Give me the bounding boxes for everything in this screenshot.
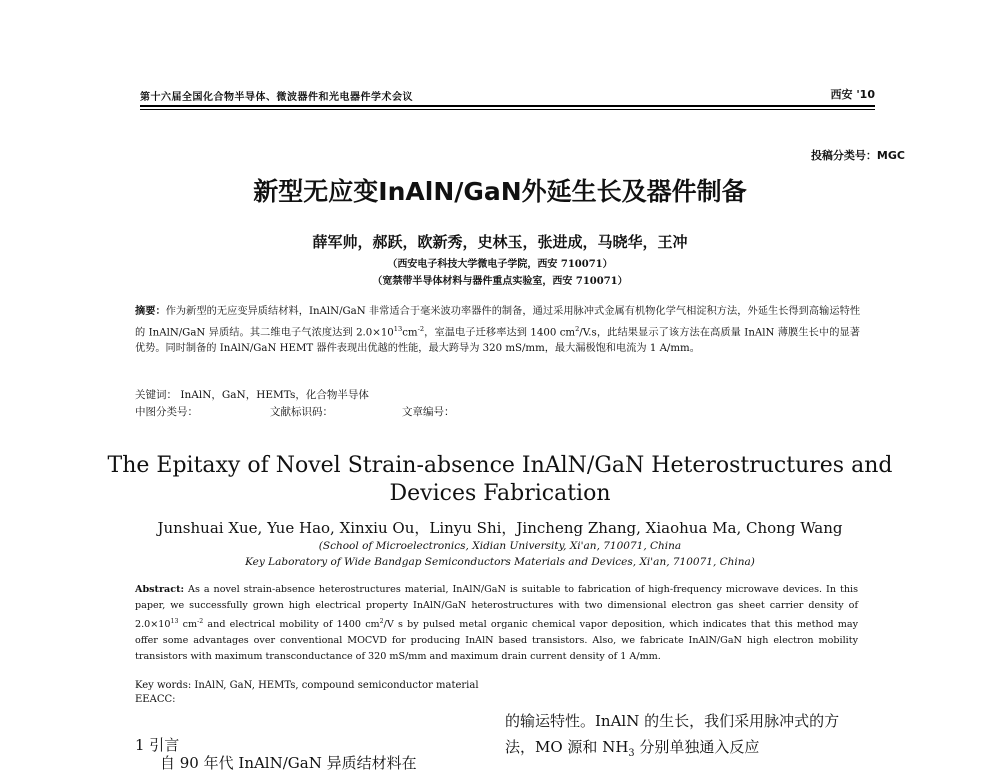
- left-column-text: 自 90 年代 InAlN/GaN 异质结材料在: [160, 754, 417, 772]
- cn-authors: 薛军帅，郝跃，欧新秀，史林玉，张进成，马晓华，王冲: [312, 233, 688, 251]
- en-title: The Epitaxy of Novel Strain-absence InAlN/GaN Heterostructures and Devices Fabrication: [107, 453, 893, 506]
- cn-keywords: 关键词： InAlN，GaN，HEMTs，化合物半导体: [135, 389, 369, 401]
- en-abstract: Abstract: As a novel strain-absence heterostructures material, InAlN/GaN is suitable to fabrication of high-frequency microwave devices. In this paper, we successfully grown high electrical property InAlN/GaN heterostructures with two dimensional electron gas sheet carrier density of $2.0\times 10^{13}$ $cm^{-2}$ and electrical mobility of 1400 $cm^2/V$ s by pulsed metal organic chemical vapor deposition, which indicates that this method may offer some advantages over conventional MOCVD for producing InAlN based transistors. Also, we fabricate InAlN/GaN high electron mobility transistors with maximum transconductance of 320 mS/mm and maximum drain current density of 1 A/mm.: [135, 584, 859, 663]
- en-affiliation-1: (School of Microelectronics, Xidian University, Xi'an, 710071, China: [318, 540, 682, 552]
- en-eeacc: EEACC:: [135, 694, 176, 705]
- submission-classification: 投稿分类号：MGC: [810, 149, 905, 162]
- conference-name: 第十六届全国化合物半导体、微波器件和光电器件学术会议: [140, 92, 413, 103]
- en-affiliation-2: Key Laboratory of Wide Bandgap Semiconductors Materials and Devices, Xi'an, 710071, China): [245, 556, 755, 568]
- cn-title: 新型无应变InAlN/GaN外延生长及器件制备: [253, 177, 747, 206]
- conference-location: 西安 '10: [830, 88, 875, 101]
- cn-abstract: 摘要：作为新型的无应变异质结材料，InAlN/GaN 非常适合于毫米波功率器件的制备，通过采用脉冲式金属有机物化学气相淀积方法，外延生长得到高输运特性的 InAlN/GaN 异质结。其二维电子气浓度达到 $2.0\times 10^{13}cm^{-2}$，室温电子迁移率达到 1400 $cm^2/V.s$，此结果显示了该方法在高质量 InAlN 薄膜生长中的显著优势。同时制备的 InAlN/GaN HEMT 器件表现出优越的性能，最大跨导为 320 mS/mm，最大漏极饱和电流为 1 A/mm。: [135, 305, 861, 355]
- cn-abstract-label: 摘要：: [135, 305, 166, 317]
- cn-affiliation-1: （西安电子科技大学微电子学院，西安 710071）: [387, 259, 613, 270]
- header-rule-thin: [140, 109, 875, 110]
- cn-doc-code-label: 文献标识码：: [270, 406, 333, 418]
- en-keywords: Key words: InAlN, GaN, HEMTs, compound semiconductor material: [135, 680, 479, 691]
- running-header: [140, 88, 875, 106]
- en-authors: Junshuai Xue, Yue Hao, Xinxiu Ou，Linyu Shi，Jincheng Zhang, Xiaohua Ma, Chong Wang: [157, 519, 843, 537]
- right-column-text: 的输运特性。InAlN 的生长，我们采用脉冲式的方法，MO 源和 $NH_3$ 分别单独通入反应: [505, 712, 840, 759]
- header-rule: [140, 105, 875, 107]
- section-heading-introduction: 1 引言: [135, 736, 180, 754]
- en-abstract-label: Abstract:: [135, 584, 185, 595]
- cn-classification-row: [135, 404, 735, 420]
- cn-article-number-label: 文章编号：: [402, 406, 455, 418]
- cn-class-number-label: 中图分类号：: [135, 406, 198, 418]
- cn-affiliation-2: （宽禁带半导体材料与器件重点实验室，西安 710071）: [372, 276, 628, 287]
